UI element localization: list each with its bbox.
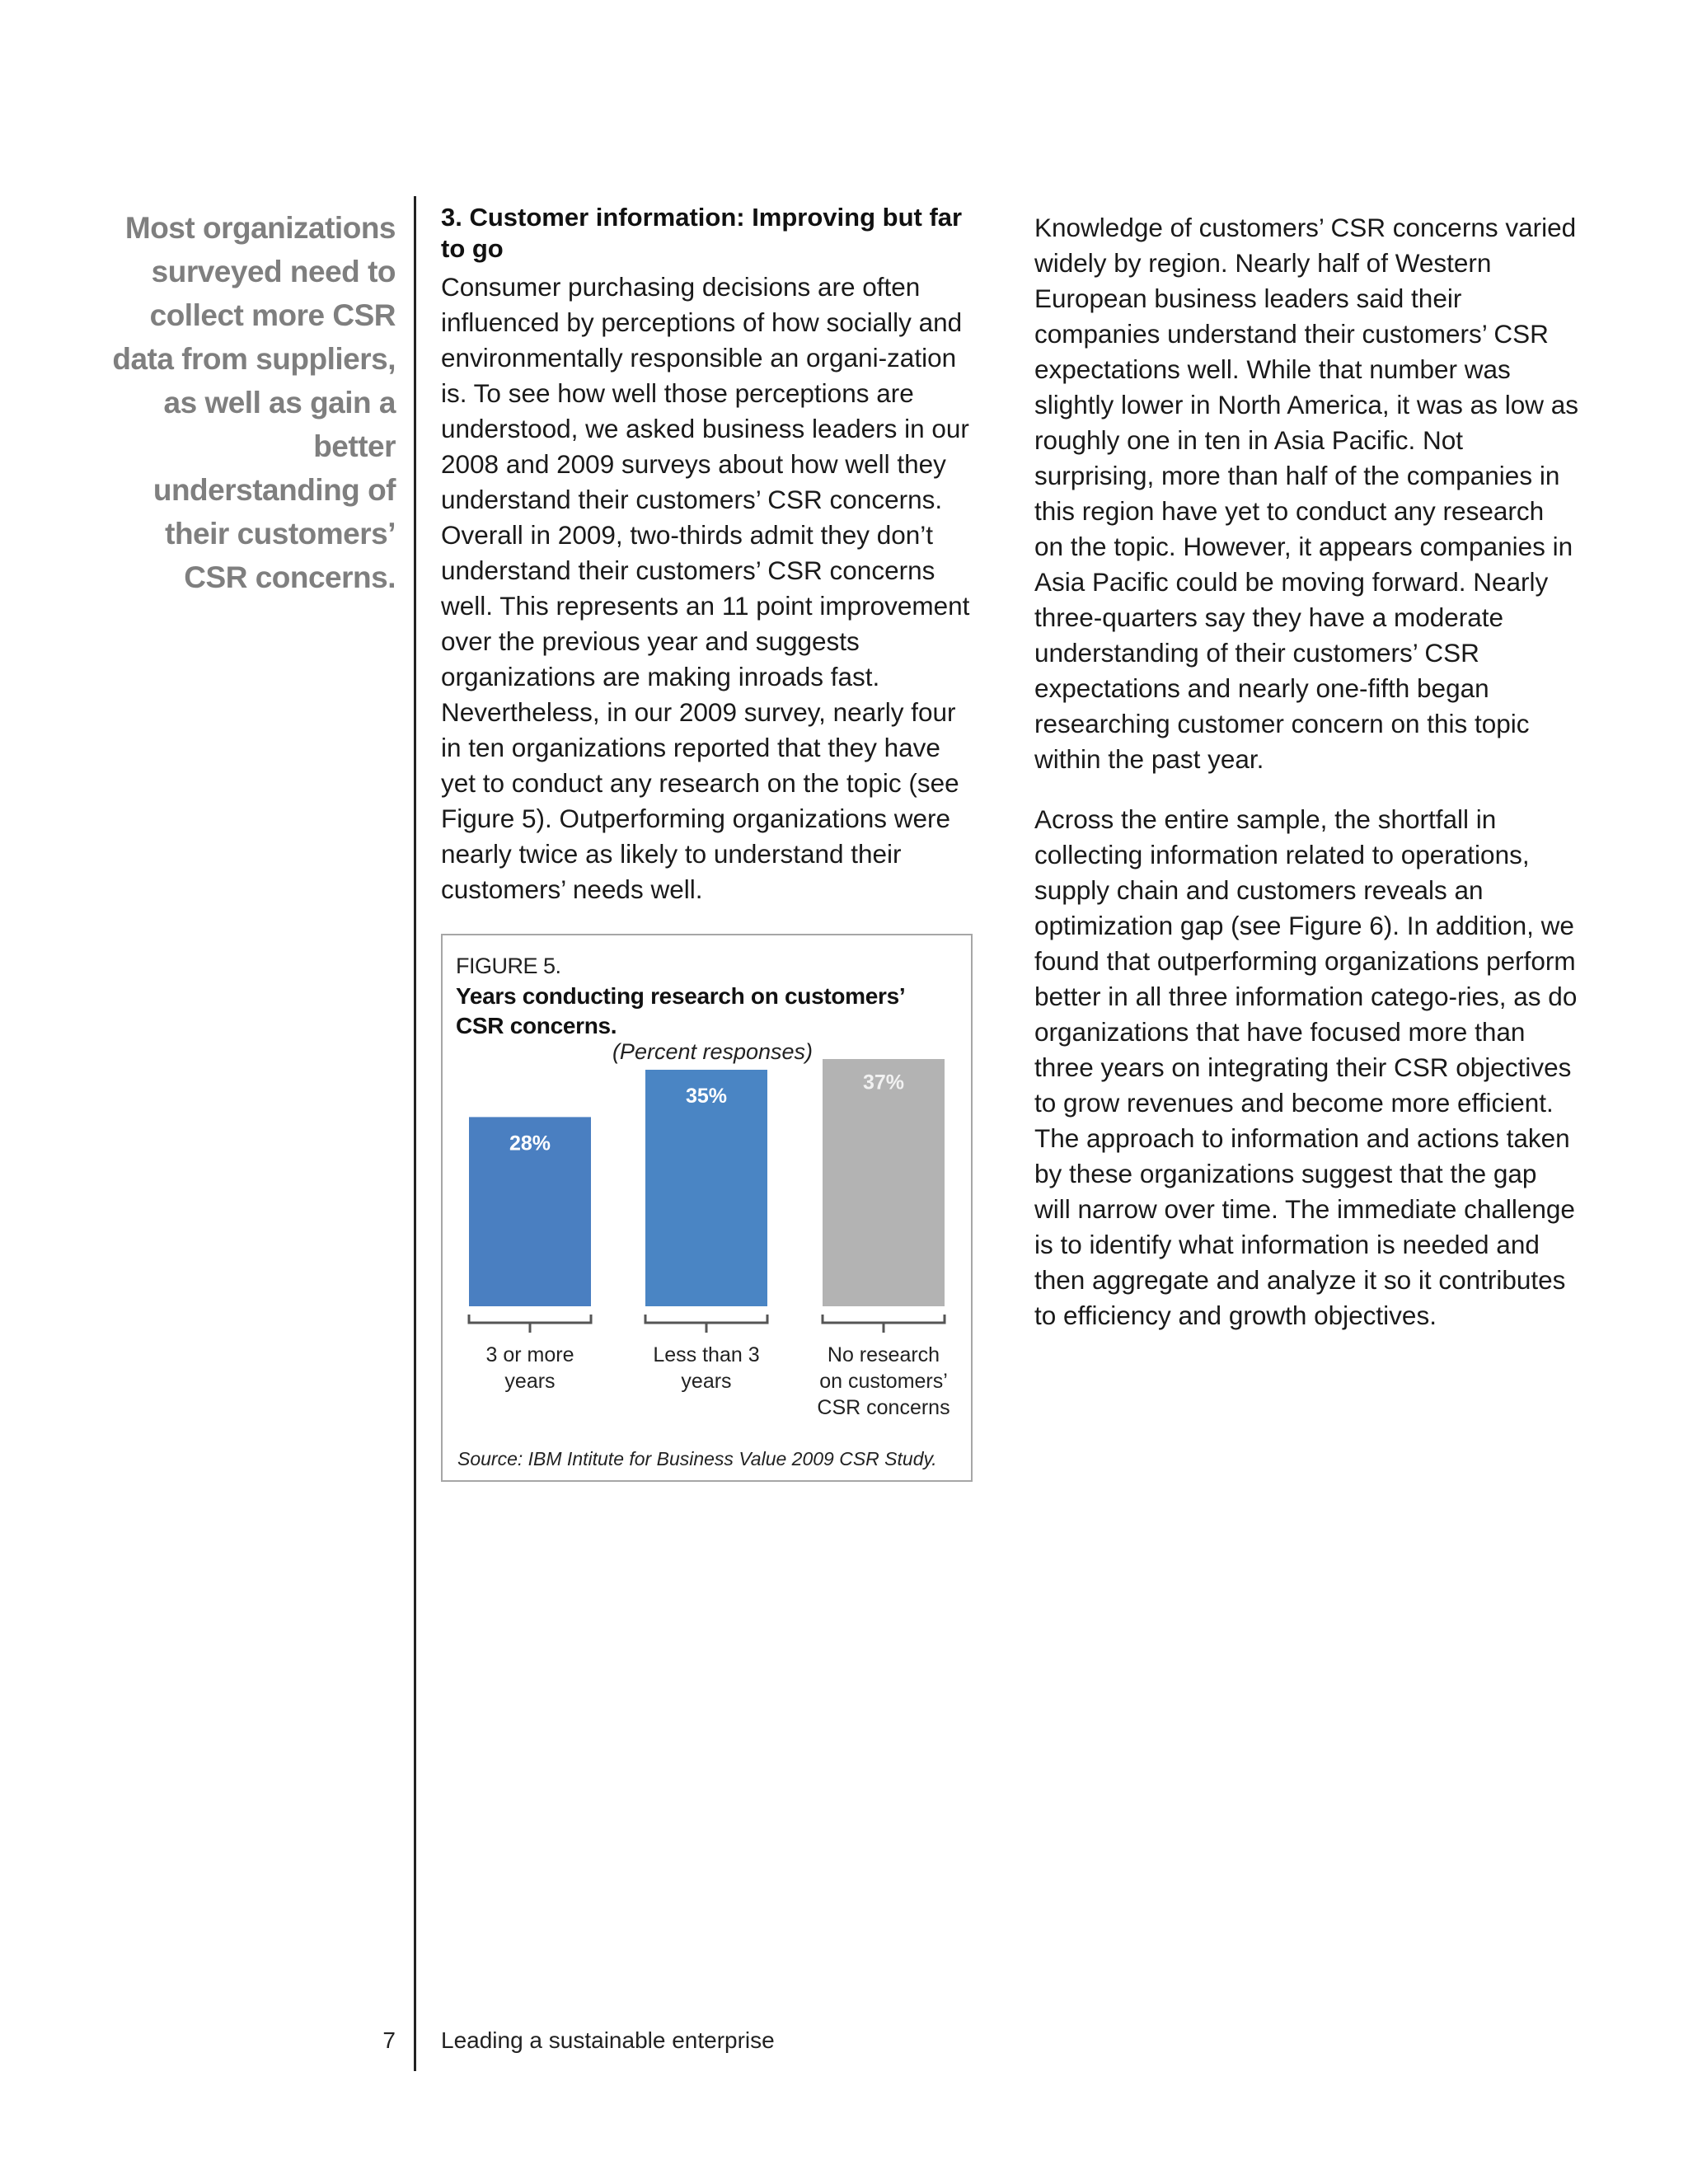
page-number: 7 [382, 2027, 396, 2053]
category-bracket [469, 1315, 591, 1333]
figure-5 [441, 934, 973, 1482]
footer-title: Leading a sustainable enterprise [441, 2027, 775, 2053]
section-paragraph: Consumer purchasing decisions are often influenced by perceptions of how socially and environmentally responsible an organi-zation is. To see how well those perceptions are understood, we asked business leaders in our 2008 and 2009 surveys about how well they understand their customers’ CSR concerns. Overall in 2009, two-thirds admit they don’t understand their customers’ CSR concerns well. This represents an 11 point improvement over the previous year and suggests organizations are making inroads fast. Nevertheless, in our 2009 survey, nearly four in ten organizations reported that they have yet to conduct any research on the topic (see Figure 5). Outperforming organizations were nearly twice as likely to understand their customers’ needs well. [441, 272, 970, 904]
figure-label: FIGURE 5. [456, 954, 561, 978]
figure-source: Source: IBM Intitute for Business Value 2009 CSR Study. [457, 1448, 937, 1469]
figure-subtitle: (Percent responses) [612, 1039, 814, 1064]
right-column [1034, 210, 1578, 1333]
category-label: No research on customers’ CSR concerns [817, 1343, 950, 1419]
right-paragraph-2: Across the entire sample, the shortfall in collecting information related to operations, supply chain and customers reveals an optimization gap (see Figure 6). In addition, we found that outperforming organizations perform better in all three information catego-ries, as do organizations that have focused more than three years on integrating their CSR objectives to grow revenues and become more efficient. The approach to information and actions taken by these organizations suggest that the gap will narrow over time. The immediate challenge is to identify what information is needed and then aggregate and analyze it so it contributes to efficiency and growth objectives. [1034, 804, 1578, 1330]
figure-title: Years conducting research on customers’ CSR concerns. [456, 983, 904, 1038]
category-bracket [823, 1315, 945, 1333]
pull-quote: Most organizations surveyed need to collect more CSR data from suppliers, as well as gain a better understanding of their customers’ CSR concerns. [112, 211, 396, 594]
bar-value-label: 28% [509, 1132, 551, 1155]
middle-column [441, 202, 977, 907]
vertical-divider [414, 196, 416, 2071]
category-label: 3 or more years [485, 1343, 574, 1393]
category-label: Less than 3 years [653, 1343, 760, 1393]
section-heading: 3. Customer information: Improving but far to go [441, 203, 963, 263]
bar-3 [823, 1059, 945, 1306]
right-paragraph-1: Knowledge of customers’ CSR concerns varied widely by region. Nearly half of Western European business leaders said their companies understand their customers’ CSR expectations well. While that number was slightly lower in North America, it was as low as roughly one in ten in Asia Pacific. Not surprising, more than half of the companies in this region have yet to conduct any research on the topic. However, it appears companies in Asia Pacific could be moving forward. Nearly three-quarters say they have a moderate understanding of their customers’ CSR expectations and nearly one-fifth began researching customer concern on this topic within the past year. [1034, 213, 1578, 774]
bar-value-label: 35% [685, 1085, 728, 1108]
category-bracket [645, 1315, 767, 1333]
bar-value-label: 37% [862, 1071, 905, 1094]
bar-chart [443, 1059, 971, 1438]
